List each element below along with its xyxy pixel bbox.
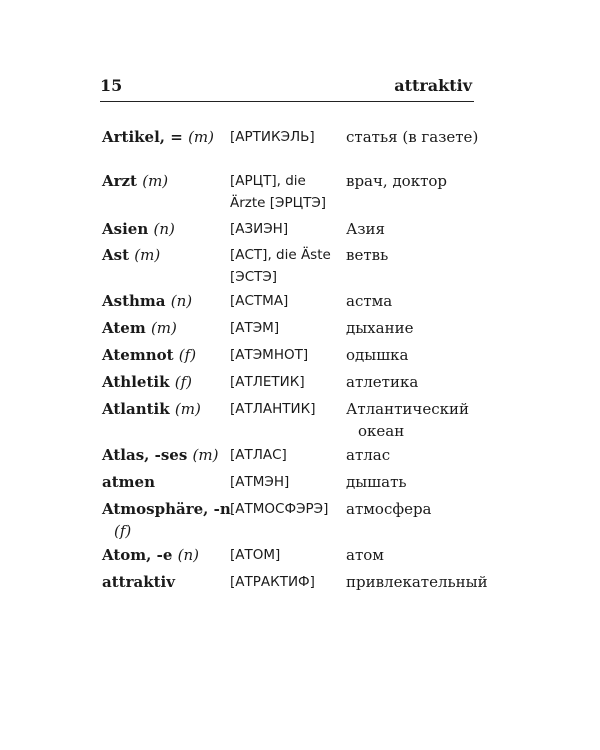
entry-translation: дышать <box>346 473 407 491</box>
page-header <box>100 76 472 95</box>
entry-pronunciation: [АТЭМ] <box>230 320 280 336</box>
entry-arzt <box>100 170 480 218</box>
running-head: attraktiv <box>394 76 472 95</box>
entry-atmosphaere <box>100 498 480 544</box>
entry-word: Atemnot (f) <box>102 346 197 364</box>
entry-pronunciation: [АТЛАС] <box>230 447 287 463</box>
entry-translation: атлетика <box>346 373 419 391</box>
entry-pronunciation: [АТЛЕТИК] <box>230 374 305 390</box>
entry-atlantik <box>100 398 480 444</box>
entry-word: Atlas, -ses (m) <box>102 446 219 464</box>
entry-atlas <box>100 444 480 471</box>
page-number: 15 <box>100 76 123 95</box>
entry-ast <box>100 244 480 290</box>
entry-pronunciation: [АЗИЭН] <box>230 221 289 237</box>
entry-list <box>100 126 488 617</box>
entry-atem <box>100 317 480 344</box>
entry-translation: атмосфера <box>346 500 432 518</box>
entry-word: attraktiv <box>102 573 175 591</box>
entry-pronunciation: [АСТМА] <box>230 293 289 309</box>
entry-pronunciation: [АТЛАНТИК] <box>230 401 316 417</box>
entry-athletik <box>100 371 480 398</box>
entry-atemnot <box>100 344 480 371</box>
entry-translation: астма <box>346 292 393 310</box>
entry-pronunciation: [АТМЭН] <box>230 474 290 490</box>
entry-asthma <box>100 290 480 317</box>
entry-translation: одышка <box>346 346 409 364</box>
entry-translation: Азия <box>346 220 386 238</box>
entry-pronunciation: [АСТ], die Äste [ЭСТЭ] <box>230 247 331 285</box>
entry-translation: Атлантический океан <box>346 400 469 440</box>
entry-pronunciation: [АТОМ] <box>230 547 281 563</box>
entry-atmen <box>100 471 480 498</box>
entry-translation: дыхание <box>346 319 414 337</box>
entry-artikel <box>100 126 480 170</box>
entry-asien <box>100 218 480 244</box>
entry-atom <box>100 544 480 571</box>
entry-pronunciation: [АРТИКЭЛЬ] <box>230 129 315 145</box>
entry-translation: врач, доктор <box>346 172 448 190</box>
entry-word: Asthma (n) <box>102 292 193 310</box>
entry-word: Athletik (f) <box>102 373 192 391</box>
entry-pronunciation: [АРЦТ], die Ärzte [ЭРЦТЭ] <box>230 173 327 211</box>
entry-translation: атом <box>346 546 384 564</box>
entry-word: Atmosphäre, -n (f) <box>102 500 231 540</box>
entry-translation: атлас <box>346 446 391 464</box>
entry-translation: привлекательный <box>346 573 488 591</box>
entry-translation: ветвь <box>346 246 389 264</box>
entry-word: Atlantik (m) <box>102 400 201 418</box>
entry-attraktiv <box>100 571 488 617</box>
entry-word: atmen <box>102 473 155 491</box>
entry-word: Ast (m) <box>102 246 161 264</box>
entry-translation: статья (в газете) <box>346 128 479 146</box>
entry-pronunciation: [АТМОСФЭРЭ] <box>230 501 329 517</box>
entry-pronunciation: [АТЭМНОТ] <box>230 347 309 363</box>
entry-word: Asien (n) <box>102 220 175 238</box>
entry-pronunciation: [АТРАКТИФ] <box>230 574 315 590</box>
entry-word: Arzt (m) <box>102 172 169 190</box>
entry-word: Artikel, = (m) <box>102 128 214 146</box>
entry-word: Atem (m) <box>102 319 177 337</box>
entry-word: Atom, -e (n) <box>102 546 200 564</box>
header-rule <box>100 101 474 102</box>
